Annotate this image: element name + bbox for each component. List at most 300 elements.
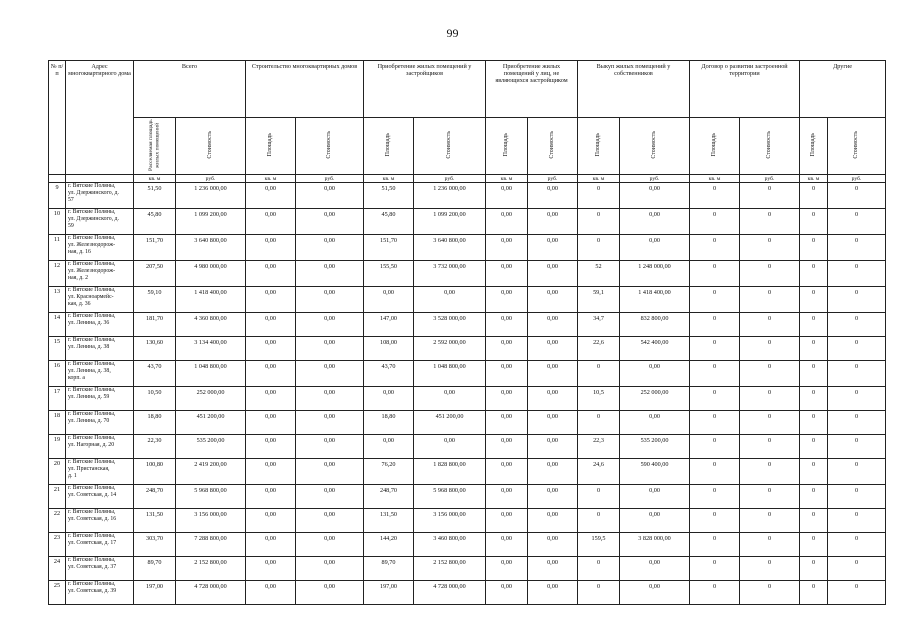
value-cell: 1 099 200,00 (176, 209, 246, 235)
value-cell: 0,00 (486, 435, 528, 459)
value-cell: 2 419 200,00 (176, 459, 246, 485)
value-cell: 0,00 (414, 435, 486, 459)
value-cell: 0 (690, 183, 740, 209)
value-cell: 0,00 (528, 209, 578, 235)
value-cell: 0,00 (620, 509, 690, 533)
row-number: 21 (49, 485, 66, 509)
value-cell: 0,00 (486, 361, 528, 387)
address-cell (66, 337, 134, 361)
value-cell: 4 360 800,00 (176, 313, 246, 337)
value-cell: 0,00 (296, 387, 364, 411)
value-cell: 0 (828, 387, 886, 411)
value-cell: 0 (800, 557, 828, 581)
unit-cell: руб. (620, 175, 690, 183)
value-cell: 0,00 (246, 313, 296, 337)
address-line: г. Вятские Поляны, (68, 509, 116, 515)
value-cell: 0,00 (486, 387, 528, 411)
value-cell: 1 048 800,00 (176, 361, 246, 387)
address-line: кая, д. 36 (68, 300, 91, 307)
value-cell: 0,00 (528, 509, 578, 533)
value-cell: 0 (690, 235, 740, 261)
value-cell: 0,00 (246, 557, 296, 581)
value-cell: 0,00 (246, 533, 296, 557)
value-cell: 0 (578, 183, 620, 209)
value-cell: 0,00 (296, 435, 364, 459)
value-cell: 24,6 (578, 459, 620, 485)
row-number: 10 (49, 209, 66, 235)
address-line: ул. Ленина, д. 38 (68, 343, 110, 350)
value-cell: 0 (800, 183, 828, 209)
value-cell: 0,00 (246, 261, 296, 287)
value-cell: 131,50 (134, 509, 176, 533)
value-cell: 0 (740, 361, 800, 387)
value-cell: 0 (828, 509, 886, 533)
unit-cell: руб. (528, 175, 578, 183)
unit-cell: кв. м (578, 175, 620, 183)
table-row (49, 459, 886, 485)
value-cell: 3 460 800,00 (414, 533, 486, 557)
header-buyout: Выкуп жилых помещений у собственников (578, 61, 690, 118)
value-cell: 0 (740, 313, 800, 337)
address-cell (66, 533, 134, 557)
address-line: 59 (68, 222, 74, 229)
value-cell: 0 (800, 209, 828, 235)
value-cell: 0 (578, 581, 620, 605)
subheader-cell (620, 118, 690, 175)
value-cell: 0,00 (620, 183, 690, 209)
value-cell: 22,6 (578, 337, 620, 361)
value-cell: 0,00 (528, 581, 578, 605)
value-cell: 0 (690, 387, 740, 411)
value-cell: 0 (828, 581, 886, 605)
table-row (49, 387, 886, 411)
value-cell: 155,50 (364, 261, 414, 287)
value-cell: 0,00 (486, 485, 528, 509)
address-cell (66, 209, 134, 235)
value-cell: 0 (690, 509, 740, 533)
value-cell: 0,00 (620, 581, 690, 605)
address-line: ул. Советская, д. 17 (68, 539, 117, 546)
unit-cell: кв. м (364, 175, 414, 183)
value-cell: 1 418 400,00 (176, 287, 246, 313)
value-cell: 0 (740, 387, 800, 411)
table-row (49, 235, 886, 261)
address-line: ул. Советская, д. 37 (68, 563, 117, 570)
address-cell (66, 411, 134, 435)
address-cell (66, 581, 134, 605)
value-cell: 0,00 (296, 485, 364, 509)
value-cell: 3 640 800,00 (176, 235, 246, 261)
value-cell: 0,00 (364, 387, 414, 411)
row-number: 20 (49, 459, 66, 485)
address-cell (66, 261, 134, 287)
value-cell: 1 418 400,00 (620, 287, 690, 313)
row-number: 24 (49, 557, 66, 581)
value-cell: 0 (690, 459, 740, 485)
value-cell: 0 (690, 209, 740, 235)
value-cell: 0,00 (296, 581, 364, 605)
address-line: г. Вятские Поляны, (68, 459, 116, 465)
value-cell: 59,1 (578, 287, 620, 313)
subheader-label: Площадь (595, 133, 602, 157)
value-cell: 0 (800, 509, 828, 533)
value-cell: 0,00 (296, 361, 364, 387)
value-cell: 0 (740, 235, 800, 261)
value-cell: 0 (828, 313, 886, 337)
address-line: г. Вятские Поляны, (68, 235, 116, 241)
value-cell: 0,00 (486, 183, 528, 209)
address-cell (66, 485, 134, 509)
address-line: ная, д. 2 (68, 274, 88, 281)
address-line: ул. Железнодорож- (68, 241, 116, 248)
value-cell: 18,80 (134, 411, 176, 435)
value-cell: 0,00 (528, 261, 578, 287)
value-cell: 43,70 (134, 361, 176, 387)
subheader-cell (578, 118, 620, 175)
address-line: ул. Ленина, д. 36 (68, 319, 110, 326)
subheader-cell (690, 118, 740, 175)
row-number: 22 (49, 509, 66, 533)
row-number: 25 (49, 581, 66, 605)
value-cell: 0,00 (246, 411, 296, 435)
value-cell: 0,00 (620, 209, 690, 235)
address-line: ул. Ленина, д. 38, (68, 367, 111, 374)
value-cell: 3 640 800,00 (414, 235, 486, 261)
value-cell: 0,00 (296, 261, 364, 287)
value-cell: 0 (578, 361, 620, 387)
table-row (49, 485, 886, 509)
value-cell: 76,20 (364, 459, 414, 485)
value-cell: 1 048 800,00 (414, 361, 486, 387)
value-cell: 0,00 (296, 533, 364, 557)
value-cell: 0,00 (246, 435, 296, 459)
value-cell: 0 (740, 581, 800, 605)
value-cell: 0 (828, 485, 886, 509)
value-cell: 51,50 (364, 183, 414, 209)
subheader-label: Стоимость (651, 131, 658, 159)
subheader-cell (364, 118, 414, 175)
value-cell: 0 (800, 261, 828, 287)
value-cell: 0,00 (486, 509, 528, 533)
value-cell: 0 (740, 287, 800, 313)
value-cell: 451 200,00 (176, 411, 246, 435)
value-cell: 0,00 (528, 459, 578, 485)
value-cell: 3 156 000,00 (414, 509, 486, 533)
value-cell: 159,5 (578, 533, 620, 557)
table-row (49, 361, 886, 387)
header-address: Адрес многоквартирного дома (66, 61, 134, 175)
subheader-cell (740, 118, 800, 175)
value-cell: 18,80 (364, 411, 414, 435)
address-line: г. Вятские Поляны, (68, 485, 116, 491)
value-cell: 89,70 (134, 557, 176, 581)
unit-cell: кв. м (690, 175, 740, 183)
table-row (49, 209, 886, 235)
units-row (49, 175, 886, 183)
value-cell: 0,00 (296, 509, 364, 533)
subheader-label: Площадь (385, 133, 392, 157)
value-cell: 34,7 (578, 313, 620, 337)
address-line: ул. Дзержинского, д. (68, 215, 119, 222)
value-cell: 0,00 (296, 235, 364, 261)
value-cell: 0 (828, 533, 886, 557)
value-cell: 181,70 (134, 313, 176, 337)
address-line: ул. Красноармейс- (68, 293, 114, 300)
value-cell: 147,00 (364, 313, 414, 337)
value-cell: 0 (800, 411, 828, 435)
table-row (49, 411, 886, 435)
header-total: Всего (134, 61, 246, 118)
value-cell: 0,00 (528, 235, 578, 261)
subheader-label: Площадь (810, 133, 817, 157)
address-cell (66, 287, 134, 313)
address-line: ул. Ленина, д. 70 (68, 417, 110, 424)
address-line: ул. Советская, д. 14 (68, 491, 117, 498)
value-cell: 248,70 (134, 485, 176, 509)
value-cell: 0 (740, 557, 800, 581)
value-cell: 1 828 800,00 (414, 459, 486, 485)
address-line: 57 (68, 196, 74, 203)
value-cell: 0,00 (528, 485, 578, 509)
table-row (49, 581, 886, 605)
value-cell: 0 (740, 435, 800, 459)
value-cell: 0 (740, 533, 800, 557)
value-cell: 0 (578, 485, 620, 509)
value-cell: 0 (740, 485, 800, 509)
value-cell: 0 (828, 337, 886, 361)
address-cell (66, 183, 134, 209)
unit-cell: кв. м (246, 175, 296, 183)
value-cell: 0 (690, 287, 740, 313)
subheader-label: Стоимость (207, 131, 214, 159)
value-cell: 130,60 (134, 337, 176, 361)
value-cell: 0,00 (528, 387, 578, 411)
unit-cell: руб. (176, 175, 246, 183)
value-cell: 0 (828, 261, 886, 287)
address-cell (66, 435, 134, 459)
table-row (49, 183, 886, 209)
value-cell: 0,00 (620, 361, 690, 387)
value-cell: 4 728 000,00 (176, 581, 246, 605)
value-cell: 2 152 800,00 (414, 557, 486, 581)
address-line: корп. а (68, 374, 85, 381)
address-line: г. Вятские Поляны, (68, 411, 116, 417)
value-cell: 451 200,00 (414, 411, 486, 435)
row-number: 9 (49, 183, 66, 209)
address-line: ул. Нагорная, д. 20 (68, 441, 115, 448)
value-cell: 252 000,00 (176, 387, 246, 411)
value-cell: 4 980 000,00 (176, 261, 246, 287)
value-cell: 0,00 (246, 387, 296, 411)
value-cell: 151,70 (364, 235, 414, 261)
value-cell: 0 (800, 435, 828, 459)
value-cell: 0,00 (246, 485, 296, 509)
address-line: г. Вятские Поляны, (68, 435, 116, 441)
address-line: ул. Ленина, д. 59 (68, 393, 110, 400)
table-row (49, 261, 886, 287)
row-number: 12 (49, 261, 66, 287)
unit-cell: руб. (414, 175, 486, 183)
page-number: 99 (446, 26, 459, 40)
value-cell: 0 (578, 509, 620, 533)
value-cell: 0,00 (246, 287, 296, 313)
value-cell: 0,00 (296, 459, 364, 485)
value-cell: 1 248 000,00 (620, 261, 690, 287)
value-cell: 0 (690, 533, 740, 557)
subheader-cell (176, 118, 246, 175)
subheader-label: Площадь (503, 133, 510, 157)
address-line: г. Вятские Поляны, (68, 183, 116, 189)
value-cell: 0,00 (486, 337, 528, 361)
value-cell: 0 (800, 235, 828, 261)
value-cell: 0,00 (620, 557, 690, 581)
value-cell: 0,00 (246, 337, 296, 361)
value-cell: 0,00 (246, 361, 296, 387)
address-line: г. Вятские Поляны, (68, 361, 116, 367)
value-cell: 0 (690, 361, 740, 387)
table-row (49, 533, 886, 557)
header-number: № п/п (49, 61, 66, 175)
value-cell: 89,70 (364, 557, 414, 581)
value-cell: 0,00 (246, 581, 296, 605)
value-cell: 832 800,00 (620, 313, 690, 337)
value-cell: 0,00 (486, 313, 528, 337)
value-cell: 0 (740, 183, 800, 209)
value-cell: 0,00 (486, 533, 528, 557)
value-cell: 0 (578, 235, 620, 261)
value-cell: 0,00 (486, 287, 528, 313)
value-cell: 51,50 (134, 183, 176, 209)
table-row (49, 435, 886, 459)
value-cell: 0,00 (528, 435, 578, 459)
value-cell: 0,00 (364, 435, 414, 459)
value-cell: 0,00 (246, 209, 296, 235)
value-cell: 0,00 (528, 337, 578, 361)
value-cell: 0 (800, 581, 828, 605)
address-cell (66, 459, 134, 485)
row-number: 13 (49, 287, 66, 313)
value-cell: 0 (828, 235, 886, 261)
subheader-cell (800, 118, 828, 175)
value-cell: 0 (690, 261, 740, 287)
value-cell: 0 (690, 557, 740, 581)
unit-cell: кв. м (134, 175, 176, 183)
value-cell: 0 (578, 209, 620, 235)
address-line: г. Вятские Поляны, (68, 287, 116, 293)
value-cell: 0 (740, 261, 800, 287)
row-number: 11 (49, 235, 66, 261)
value-cell: 3 134 400,00 (176, 337, 246, 361)
unit-cell: кв. м (800, 175, 828, 183)
unit-cell: руб. (740, 175, 800, 183)
subheader-cell (486, 118, 528, 175)
value-cell: 0 (828, 287, 886, 313)
address-line: г. Вятские Поляны, (68, 581, 116, 587)
value-cell: 0 (690, 435, 740, 459)
value-cell: 4 728 000,00 (414, 581, 486, 605)
header-purchase-developers: Приобретение жилых помещений у застройщиков (364, 61, 486, 118)
unit-cell: руб. (296, 175, 364, 183)
header-purchase-non-developers: Приобретение жилых помещений у лиц, не являющихся застройщиком (486, 61, 578, 118)
value-cell: 0 (828, 459, 886, 485)
value-cell: 207,50 (134, 261, 176, 287)
subheader-cell (246, 118, 296, 175)
row-number: 19 (49, 435, 66, 459)
value-cell: 0 (800, 361, 828, 387)
value-cell: 0,00 (528, 361, 578, 387)
value-cell: 5 968 800,00 (176, 485, 246, 509)
value-cell: 197,00 (364, 581, 414, 605)
row-number: 14 (49, 313, 66, 337)
value-cell: 0,00 (620, 411, 690, 435)
subheader-label: Расселяемая площадь жилых помещений (148, 119, 161, 171)
value-cell: 0 (828, 411, 886, 435)
value-cell: 0 (740, 459, 800, 485)
value-cell: 5 968 800,00 (414, 485, 486, 509)
subheader-label: Стоимость (549, 131, 556, 159)
address-line: ул. Советская, д. 39 (68, 587, 117, 594)
value-cell: 0 (740, 337, 800, 361)
row-number: 16 (49, 361, 66, 387)
address-line: ная, д. 16 (68, 248, 91, 255)
header-other: Другие (800, 61, 886, 118)
address-line: ул. Советская, д. 16 (68, 515, 117, 522)
address-line: г. Вятские Поляны, (68, 313, 116, 319)
value-cell: 0,00 (486, 235, 528, 261)
value-cell: 151,70 (134, 235, 176, 261)
value-cell: 0,00 (486, 581, 528, 605)
value-cell: 0 (800, 485, 828, 509)
address-line: г. Вятские Поляны, (68, 261, 116, 267)
value-cell: 0 (740, 209, 800, 235)
value-cell: 0 (800, 313, 828, 337)
subheader-label: Стоимость (853, 131, 860, 159)
value-cell: 0 (828, 361, 886, 387)
value-cell: 10,5 (578, 387, 620, 411)
subheader-label: Площадь (267, 133, 274, 157)
subheader-label: Стоимость (446, 131, 453, 159)
value-cell: 43,70 (364, 361, 414, 387)
row-number: 17 (49, 387, 66, 411)
value-cell: 0,00 (528, 287, 578, 313)
value-cell: 0 (690, 411, 740, 435)
value-cell: 535 200,00 (176, 435, 246, 459)
value-cell: 0 (800, 459, 828, 485)
address-cell (66, 313, 134, 337)
value-cell: 100,80 (134, 459, 176, 485)
table-row (49, 509, 886, 533)
address-line: ул. Железнодорож- (68, 267, 116, 274)
value-cell: 0,00 (296, 337, 364, 361)
value-cell: 0,00 (486, 459, 528, 485)
value-cell: 0,00 (296, 287, 364, 313)
value-cell: 1 099 200,00 (414, 209, 486, 235)
value-cell: 0 (690, 581, 740, 605)
address-cell (66, 557, 134, 581)
address-line: г. Вятские Поляны, (68, 337, 116, 343)
value-cell: 3 732 000,00 (414, 261, 486, 287)
address-cell (66, 387, 134, 411)
value-cell: 0,00 (528, 183, 578, 209)
value-cell: 0 (828, 209, 886, 235)
value-cell: 52 (578, 261, 620, 287)
value-cell: 0,00 (246, 235, 296, 261)
table-row (49, 337, 886, 361)
address-cell (66, 361, 134, 387)
row-number: 23 (49, 533, 66, 557)
subheader-cell (414, 118, 486, 175)
value-cell: 2 592 000,00 (414, 337, 486, 361)
